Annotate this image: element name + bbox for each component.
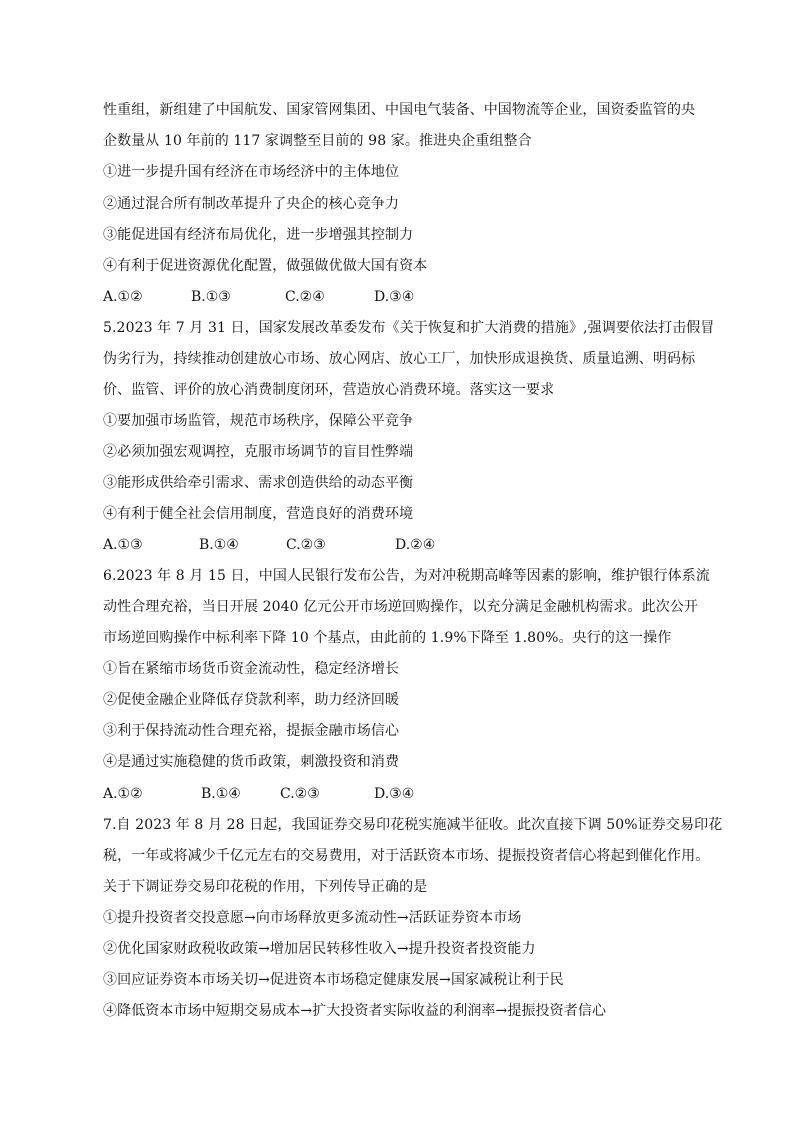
- q6-statement-4: ④是通过实施稳健的货币政策，刺激投资和消费: [103, 754, 400, 770]
- q6-stem-line-3: 市场逆回购操作中标利率下降 10 个基点，由此前的 1.9%下降至 1.80%。央行的这一操作: [103, 630, 672, 646]
- q4-option-a: A.①②: [103, 289, 143, 305]
- q5-option-a: A.①③: [103, 537, 143, 553]
- q6-statement-3: ③利于保持流动性合理充裕，提振金融市场信心: [103, 723, 400, 739]
- q6-statement-2: ②促使金融企业降低存贷款利率，助力经济回暖: [103, 692, 400, 708]
- q7-statement-2: ②优化国家财政税收政策→增加居民转移性收入→提升投资者投资能力: [103, 941, 536, 957]
- q4-stem-line-2: 企数量从 10 年前的 117 家调整至目前的 98 家。推进央企重组整合: [103, 133, 532, 149]
- q5-stem-line-1: 5.2023 年 7 月 31 日，国家发展改革委发布《关于恢复和扩大消费的措施》,强调要依法打击假冒: [103, 320, 715, 336]
- q5-stem-line-2: 伪劣行为，持续推动创建放心市场、放心网店、放心工厂，加快形成退换货、质量追溯、明码标: [103, 351, 696, 367]
- q6-option-b: B.①④: [201, 786, 241, 802]
- q4-option-d: D.③④: [374, 289, 415, 305]
- q6-stem-line-2: 动性合理充裕，当日开展 2040 亿元公开市场逆回购操作，以充分满足金融机构需求。此次公开: [103, 599, 699, 615]
- q4-option-c: C.②④: [285, 289, 325, 305]
- q7-statement-3: ③回应证券资本市场关切→促进资本市场稳定健康发展→国家减税让利于民: [103, 972, 564, 988]
- q5-option-d: D.②④: [395, 537, 436, 553]
- q5-stem-line-3: 价、监管、评价的放心消费制度闭环，营造放心消费环境。落实这一要求: [103, 382, 555, 398]
- q5-statement-2: ②必须加强宏观调控，克服市场调节的盲目性弊端: [103, 444, 414, 460]
- q5-option-c: C.②③: [286, 537, 326, 553]
- q7-stem-line-1: 7.自 2023 年 8 月 28 日起，我国证券交易印花税实施减半征收。此次直接下调 50%证券交易印花: [103, 817, 723, 833]
- q4-statement-3: ③能促进国有经济布局优化，进一步增强其控制力: [103, 227, 414, 243]
- q6-statement-1: ①旨在紧缩市场货币资金流动性，稳定经济增长: [103, 661, 400, 677]
- q6-option-c: C.②③: [280, 786, 320, 802]
- q4-statement-4: ④有利于促进资源优化配置，做强做优做大国有资本: [103, 258, 428, 274]
- q4-statement-1: ①进一步提升国有经济在市场经济中的主体地位: [103, 164, 400, 180]
- q4-stem-line-1: 性重组，新组建了中国航发、国家管网集团、中国电气装备、中国物流等企业，国资委监管的央: [103, 102, 696, 118]
- q5-statement-1: ①要加强市场监管，规范市场秩序，保障公平竞争: [103, 413, 414, 429]
- q5-statement-4: ④有利于健全社会信用制度，营造良好的消费环境: [103, 506, 414, 522]
- q6-option-a: A.①②: [103, 786, 143, 802]
- q4-option-b: B.①③: [191, 289, 231, 305]
- q4-statement-2: ②通过混合所有制改革提升了央企的核心竞争力: [103, 196, 400, 212]
- q6-stem-line-1: 6.2023 年 8 月 15 日，中国人民银行发布公告，为对冲税期高峰等因素的影响，维护银行体系流: [103, 568, 710, 584]
- q6-option-d: D.③④: [374, 786, 415, 802]
- q5-option-b: B.①④: [199, 537, 239, 553]
- q7-statement-1: ①提升投资者交投意愿→向市场释放更多流动性→活跃证券资本市场: [103, 910, 522, 926]
- q7-stem-line-3: 关于下调证券交易印花税的作用，下列传导正确的是: [103, 879, 428, 895]
- q5-statement-3: ③能形成供给牵引需求、需求创造供给的动态平衡: [103, 475, 414, 491]
- q7-stem-line-2: 税，一年或将减少千亿元左右的交易费用，对于活跃资本市场、提振投资者信心将起到催化作用。: [103, 848, 710, 864]
- q7-statement-4: ④降低资本市场中短期交易成本→扩大投资者实际收益的利润率→提振投资者信心: [103, 1003, 607, 1019]
